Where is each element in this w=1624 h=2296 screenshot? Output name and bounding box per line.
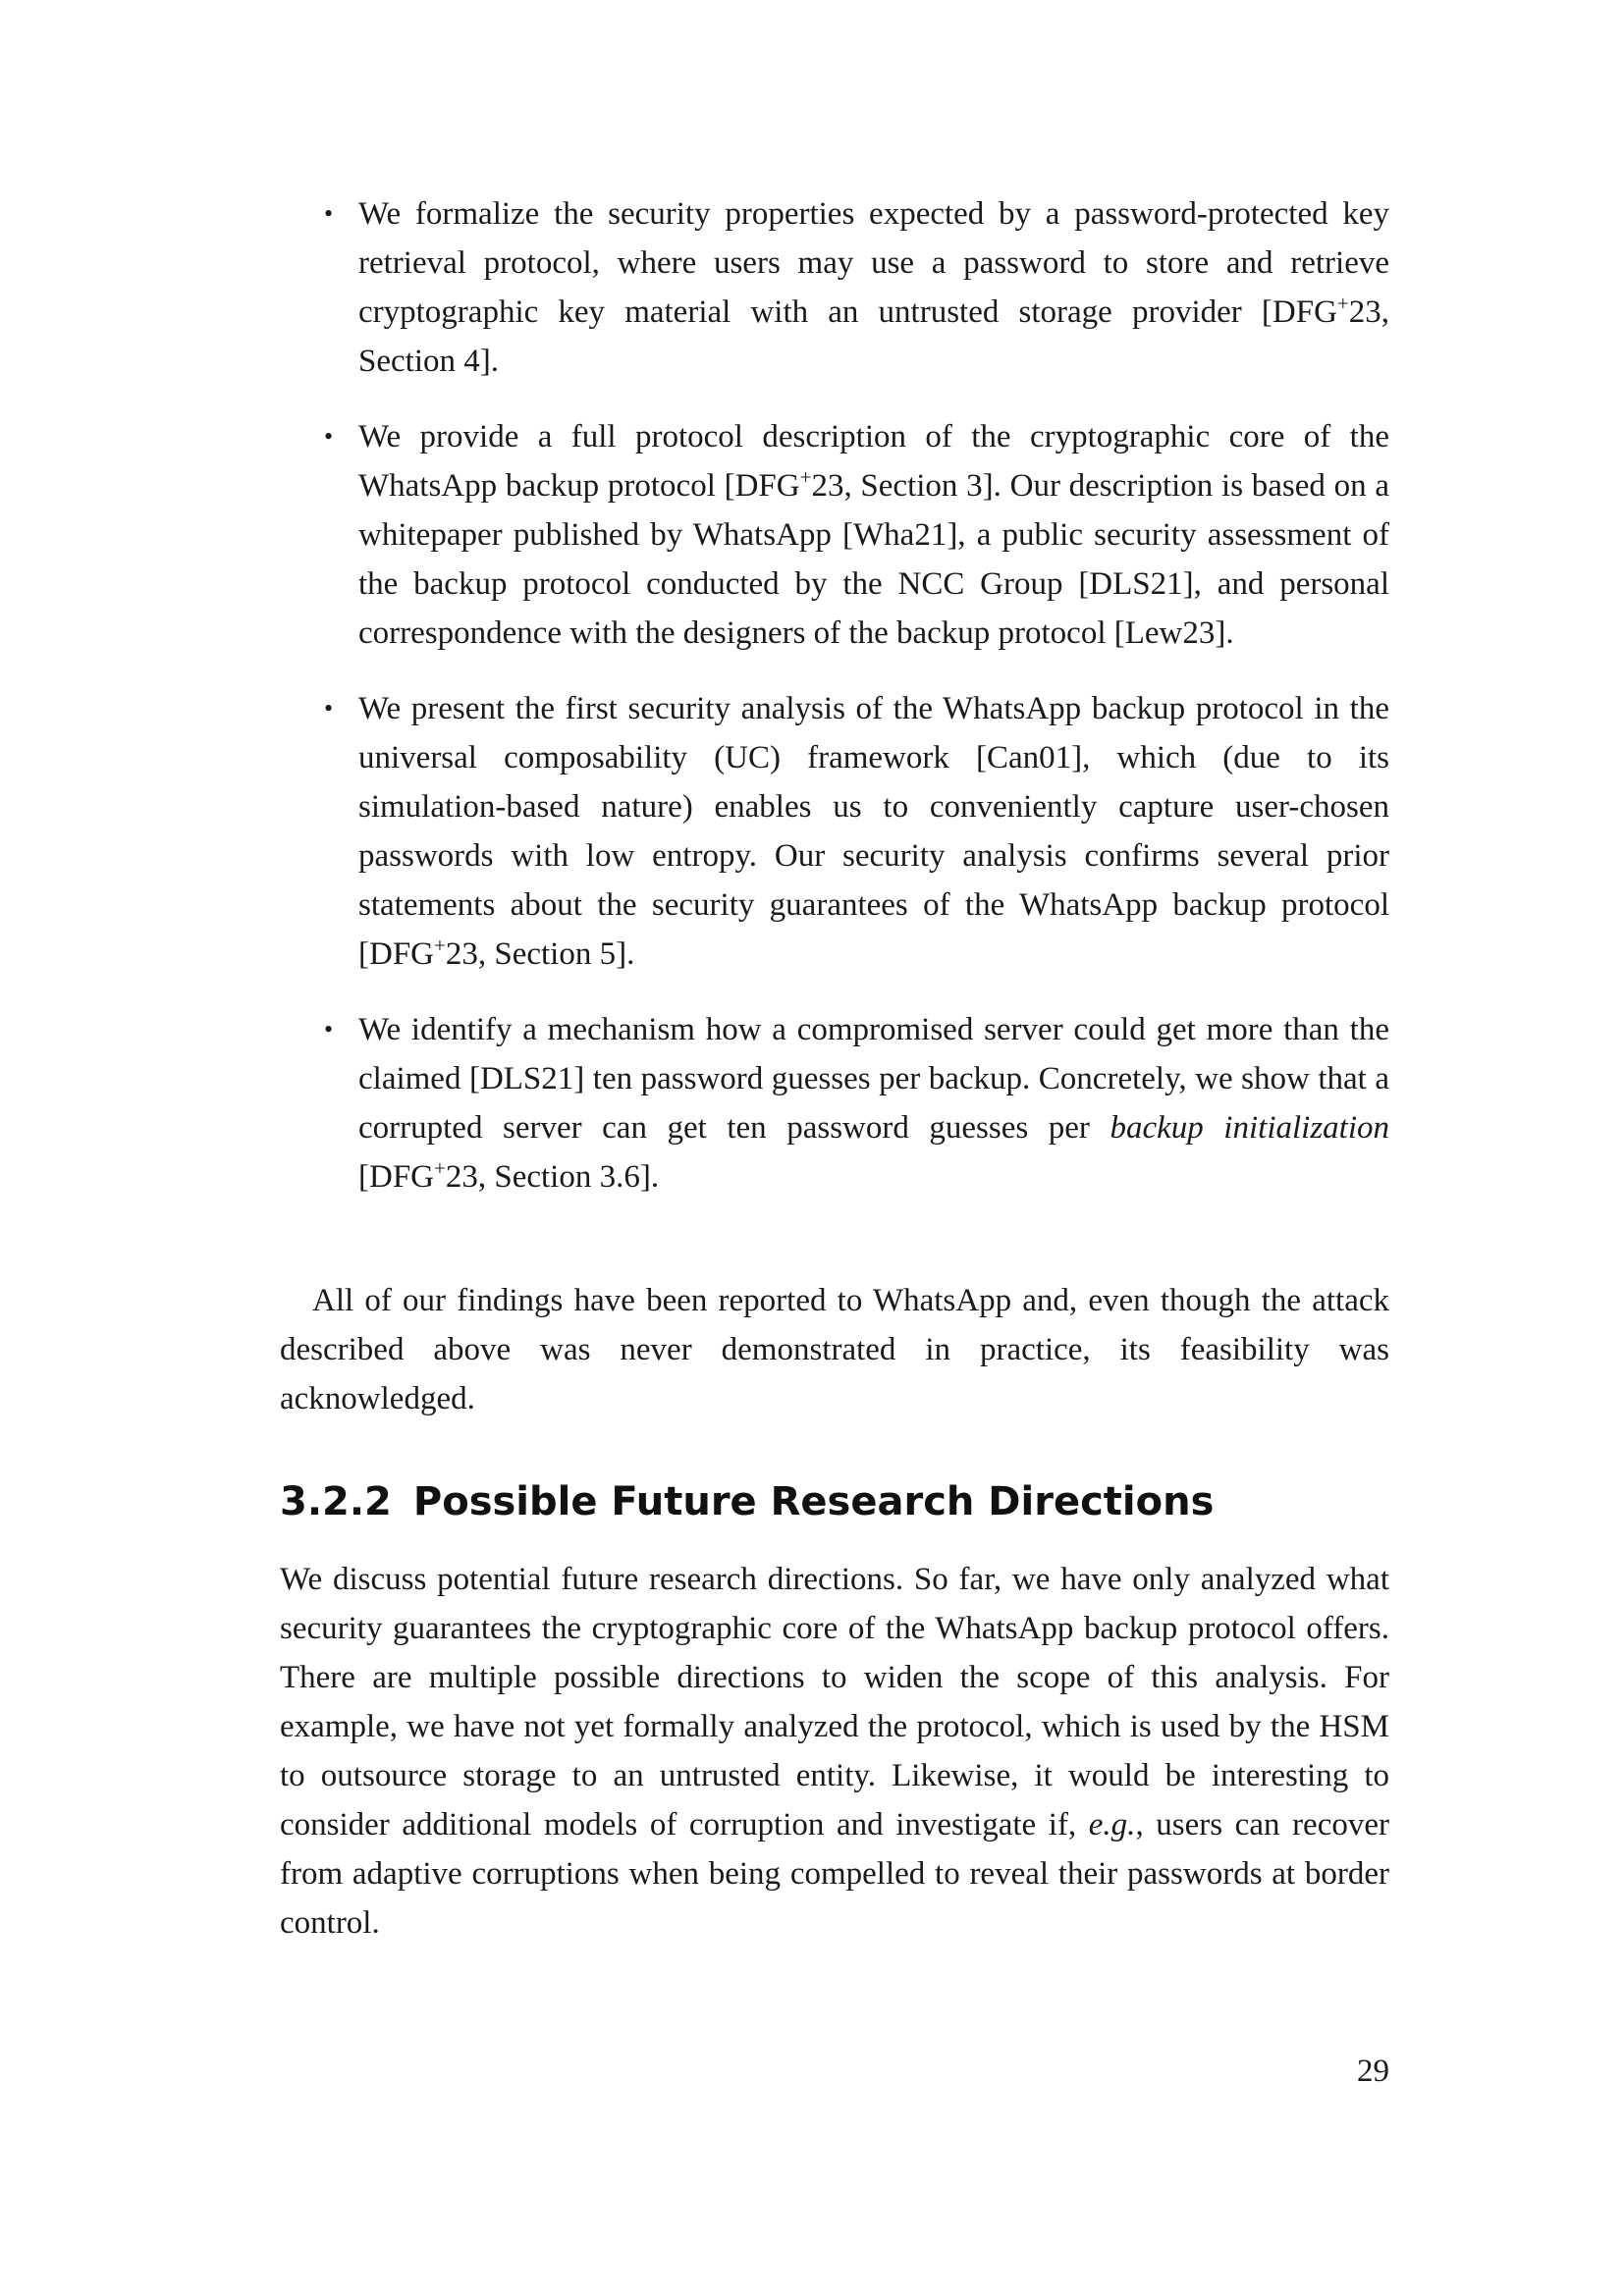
bullet-icon: •	[324, 422, 334, 451]
section-title: Possible Future Research Directions	[412, 1479, 1215, 1524]
list-item-text: We provide a full protocol description of the cryptographic core of the WhatsApp backup protocol [DFG+23, Section 3]. Our description is based on a whitepaper published by WhatsApp [Wha21], a public security assessment of the backup protocol conducted by the NCC Group [DLS21], and personal correspondence with the designers of the backup protocol [Lew23].	[358, 419, 1390, 651]
list-item-text: We formalize the security properties expected by a password-protected key retrieval protocol, where users may use a password to store and retrieve cryptographic key material with an untrusted storage provider [DFG+23, Section 4].	[358, 196, 1389, 379]
bullet-icon: •	[324, 199, 334, 228]
list-item	[280, 412, 1389, 658]
section-number: 3.2.2	[280, 1479, 392, 1524]
list-item-text: We present the first security analysis of the WhatsApp backup protocol in the universal composability (UC) framework [Can01], which (due to its simulation-based nature) enables us to conveniently capture user-chosen passwords with low entropy. Our security analysis confirms several prior statements about the security guarantees of the WhatsApp backup protocol [DFG+23, Section 5].	[358, 691, 1389, 972]
page-number: 29	[1357, 2054, 1389, 2089]
list-item	[280, 684, 1389, 979]
section-heading	[280, 1472, 1389, 1531]
list-item-text: We identify a mechanism how a compromised server could get more than the claimed [DLS21] ten password guesses per backup. Concretely, we show that a corrupted server can get ten password guesses per backup initialization [DFG+23, Section 3.6].	[358, 1012, 1389, 1195]
list-item	[280, 1005, 1389, 1201]
contribution-list	[280, 189, 1389, 1228]
research-paragraph: We discuss potential future research directions. So far, we have only analyzed what security guarantees the cryptographic core of the WhatsApp backup protocol offers. There are multiple possible directions to widen the scope of this analysis. For example, we have not yet formally analyzed the protocol, which is used by the HSM to outsource storage to an untrusted entity. Likewise, it would be interesting to consider additional models of corruption and investigate if, e.g., users can recover from adaptive corruptions when being compelled to reveal their passwords at border control.	[280, 1562, 1389, 1941]
bullet-icon: •	[324, 694, 334, 722]
bullet-icon: •	[324, 1015, 334, 1043]
findings-paragraph: All of our findings have been reported to WhatsApp and, even though the attack described above was never demonstrated in practice, its feasibility was acknowledged.	[280, 1283, 1389, 1416]
list-item	[280, 189, 1389, 386]
